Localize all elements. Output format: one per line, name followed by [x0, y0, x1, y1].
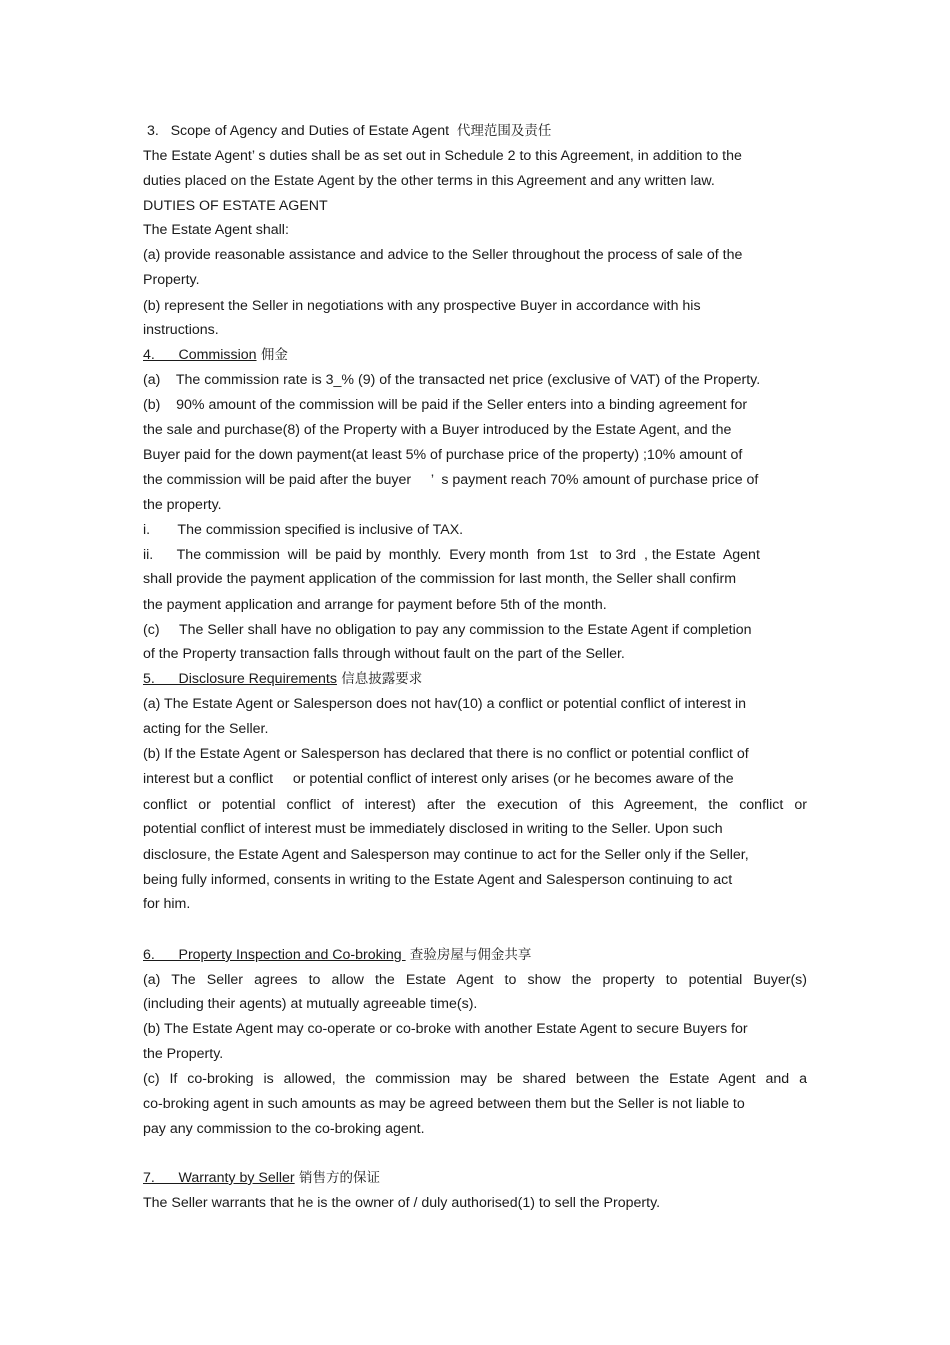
clause-5b-line: interest but a conflict or potential conflict of interest only arises (or he becomes aware of the	[143, 771, 734, 787]
section-7-heading-text: 7. Warranty by Seller	[143, 1170, 295, 1186]
clause-4b-line: Buyer paid for the down payment(at least 5% of purchase price of the property) ;10% amount of	[143, 447, 743, 463]
section-3-paragraph-line: duties placed on the Estate Agent by the other terms in this Agreement and any written law.	[143, 173, 715, 189]
clause-3a-line: (a) provide reasonable assistance and advice to the Seller throughout the process of sale of the	[143, 247, 743, 263]
section-3-heading	[143, 122, 551, 140]
clause-4ii-line: the payment application and arrange for payment before 5th of the month.	[143, 597, 607, 613]
section-7-paragraph: The Seller warrants that he is the owner of / duly authorised(1) to sell the Property.	[143, 1195, 661, 1211]
clause-5a-line: acting for the Seller.	[143, 721, 269, 737]
clause-5b-line: being fully informed, consents in writing to the Estate Agent and Salesperson continuing to act	[143, 872, 733, 888]
clause-5b-line: disclosure, the Estate Agent and Salesperson may continue to act for the Seller only if the Seller,	[143, 847, 749, 863]
section-3-paragraph-line: The Estate Agent’ s duties shall be as set out in Schedule 2 to this Agreement, in addition to the	[143, 148, 742, 164]
agent-shall-line: The Estate Agent shall:	[143, 222, 289, 238]
clause-5b-line: for him.	[143, 896, 191, 912]
section-3-heading-cn: 代理范围及责任	[456, 123, 552, 139]
section-6-heading-cn: 查验房屋与佣金共享	[405, 947, 532, 963]
section-4-heading-cn: 佣金	[256, 347, 288, 363]
section-6-heading	[143, 946, 531, 964]
section-3-heading-text: 3. Scope of Agency and Duties of Estate Agent	[143, 123, 457, 139]
clause-6c-line: co-broking agent in such amounts as may be agreed between them but the Seller is not liable to	[143, 1096, 745, 1112]
section-7-heading	[143, 1169, 380, 1187]
clause-5a-line: (a) The Estate Agent or Salesperson does not hav(10) a conflict or potential conflict of interest in	[143, 696, 747, 712]
clause-3a-line: Property.	[143, 272, 200, 288]
clause-4c-line: of the Property transaction falls through without fault on the part of the Seller.	[143, 646, 625, 662]
section-5-heading-text: 5. Disclosure Requirements	[143, 671, 337, 687]
clause-5b-line: potential conflict of interest must be immediately disclosed in writing to the Seller. Upon such	[143, 821, 723, 837]
section-4-heading-text: 4. Commission	[143, 347, 257, 363]
duties-title: DUTIES OF ESTATE AGENT	[143, 198, 328, 214]
clause-4c-line: (c) The Seller shall have no obligation to pay any commission to the Estate Agent if completion	[143, 622, 752, 638]
clause-4a-line: (a) The commission rate is 3_% (9) of the transacted net price (exclusive of VAT) of the Property.	[143, 372, 761, 388]
section-5-heading-cn: 信息披露要求	[336, 671, 423, 687]
clause-5b-line: (b) If the Estate Agent or Salesperson has declared that there is no conflict or potential conflict of	[143, 746, 749, 762]
clause-4ii-line: shall provide the payment application of the commission for last month, the Seller shall confirm	[143, 571, 737, 587]
clause-3b-line: (b) represent the Seller in negotiations with any prospective Buyer in accordance with his	[143, 298, 701, 314]
clause-4b-line: the commission will be paid after the buyer ’ s payment reach 70% amount of purchase price of	[143, 472, 759, 488]
clause-6b-line: the Property.	[143, 1046, 224, 1062]
section-5-heading	[143, 670, 422, 688]
clause-4b-line: the sale and purchase(8) of the Property with a Buyer introduced by the Estate Agent, and the	[143, 422, 732, 438]
clause-6a-line: (a) The Seller agrees to allow the Estate Agent to show the property to potential Buyer(s)	[143, 972, 807, 988]
clause-3b-line: instructions.	[143, 322, 219, 338]
clause-4b-line: the property.	[143, 497, 222, 513]
clause-4ii-line: ii. The commission will be paid by monthly. Every month from 1st to 3rd , the Estate Agent	[143, 547, 760, 563]
clause-6c-line: pay any commission to the co-broking agent.	[143, 1121, 425, 1137]
clause-6c-line: (c) If co-broking is allowed, the commission may be shared between the Estate Agent and a	[143, 1071, 807, 1087]
section-6-heading-text: 6. Property Inspection and Co-broking	[143, 947, 406, 963]
clause-4i-line: i. The commission specified is inclusive of TAX.	[143, 522, 464, 538]
clause-6a-line: (including their agents) at mutually agreeable time(s).	[143, 996, 478, 1012]
section-7-heading-cn: 销售方的保证	[294, 1170, 380, 1186]
clause-4b-line: (b) 90% amount of the commission will be paid if the Seller enters into a binding agreement for	[143, 397, 748, 413]
section-4-heading	[143, 346, 288, 364]
clause-5b-line: conflict or potential conflict of interest) after the execution of this Agreement, the conflict or	[143, 797, 807, 813]
clause-6b-line: (b) The Estate Agent may co-operate or co-broke with another Estate Agent to secure Buyers for	[143, 1021, 748, 1037]
